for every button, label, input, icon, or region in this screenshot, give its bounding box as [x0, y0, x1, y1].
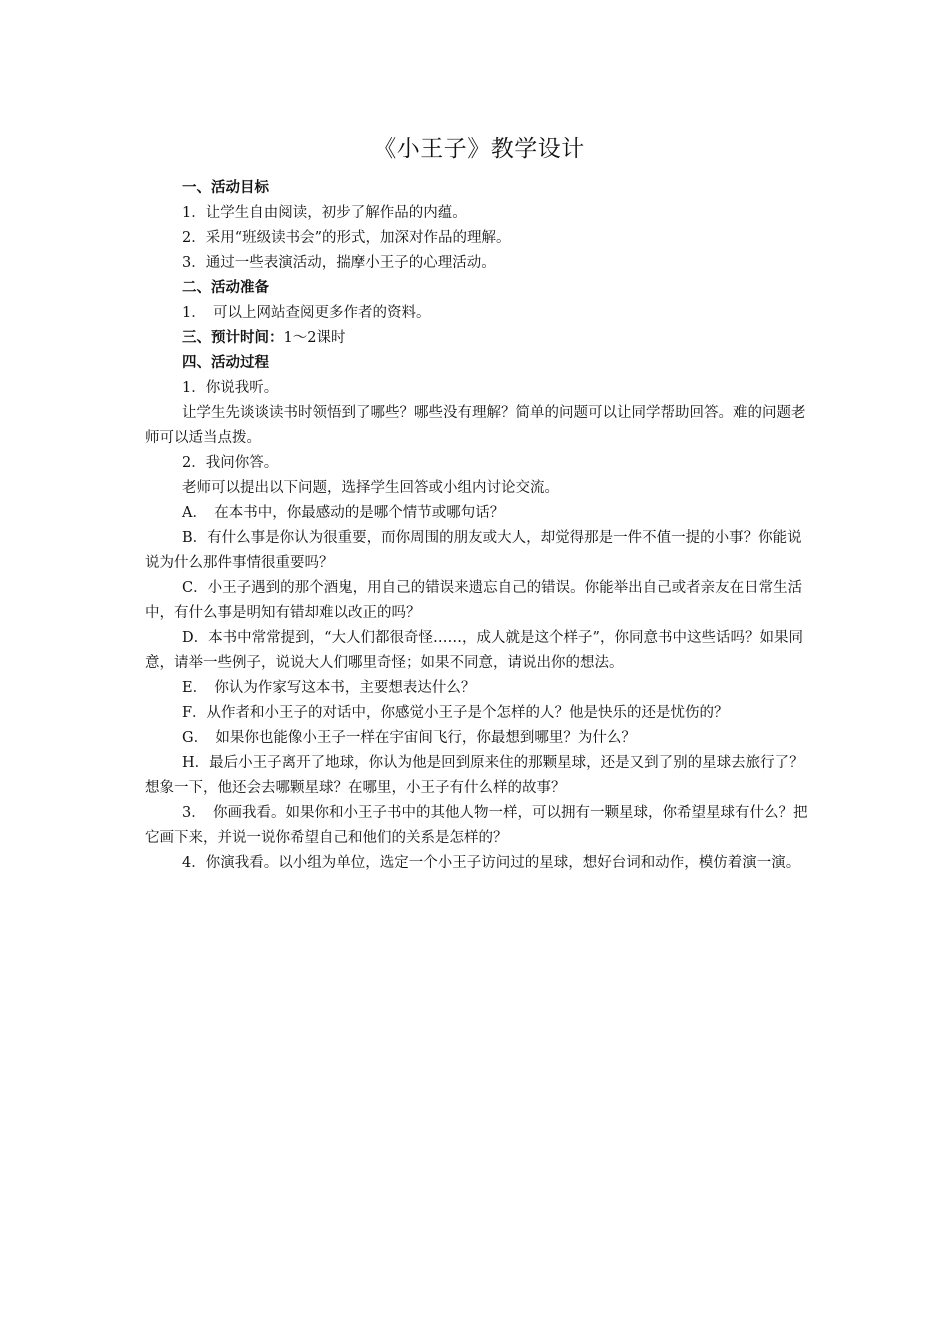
process-paragraph: 2．我问你答。 [182, 455, 279, 471]
process-paragraph: 4．你演我看。以小组为单位，选定一个小王子访问过的星球，想好台词和动作，模仿着演一演。 [182, 855, 801, 871]
process-paragraph: 1．你说我听。 [182, 380, 279, 396]
section-heading-prep: 二、活动准备 [182, 280, 269, 296]
question-g: G． 如果你也能像小王子一样在宇宙间飞行，你最想到哪里？为什么？ [182, 730, 636, 746]
question-e: E． 你认为作家写这本书，主要想表达什么？ [182, 680, 476, 696]
section-heading-process: 四、活动过程 [182, 355, 269, 371]
question-c: C．小王子遇到的那个酒鬼，用自己的错误来遗忘自己的错误。你能举出自己或者亲友在日常生活中，有什么事是明知有错却难以改正的吗？ [145, 580, 803, 621]
time-value: 1～2课时 [283, 330, 346, 346]
prep-item-1: 1． 可以上网站查阅更多作者的资料。 [182, 305, 431, 321]
section-heading-goals: 一、活动目标 [182, 180, 269, 196]
document-title: 《小王子》教学设计 [373, 136, 585, 162]
question-h: H．最后小王子离开了地球，你认为他是回到原来住的那颗星球，还是又到了别的星球去旅行了？想象一下，他还会去哪颗星球？在哪里，小王子有什么样的故事？ [145, 755, 804, 796]
question-f: F．从作者和小王子的对话中，你感觉小王子是个怎样的人？他是快乐的还是忧伤的？ [182, 705, 729, 721]
section-heading-time [145, 326, 813, 351]
goal-item-3: 3．通过一些表演活动，揣摩小王子的心理活动。 [182, 255, 496, 271]
question-b: B．有什么事是你认为很重要，而你周围的朋友或大人，却觉得那是一件不值一提的小事？你能说说为什么那件事情很重要吗？ [145, 530, 802, 571]
question-a: A． 在本书中，你最感动的是哪个情节或哪句话？ [182, 505, 505, 521]
process-paragraph: 让学生先谈谈读书时领悟到了哪些？哪些没有理解？简单的问题可以让同学帮助回答。难的问题老师可以适当点拨。 [145, 405, 806, 446]
process-paragraph: 3． 你画我看。如果你和小王子书中的其他人物一样，可以拥有一颗星球，你希望星球有什么？把它画下来，并说一说你希望自己和他们的关系是怎样的？ [145, 805, 808, 846]
document-page [145, 132, 813, 876]
goal-item-2: 2．采用“班级读书会”的形式，加深对作品的理解。 [182, 230, 511, 246]
time-label: 三、预计时间： [182, 330, 284, 346]
question-d: D．本书中常常提到，“大人们都很奇怪……，成人就是这个样子”，你同意书中这些话吗？如果同意，请举一些例子，说说大人们哪里奇怪；如果不同意，请说出你的想法。 [145, 630, 803, 671]
goal-item-1: 1．让学生自由阅读，初步了解作品的内蕴。 [182, 205, 467, 221]
process-paragraph: 老师可以提出以下问题，选择学生回答或小组内讨论交流。 [182, 480, 559, 496]
